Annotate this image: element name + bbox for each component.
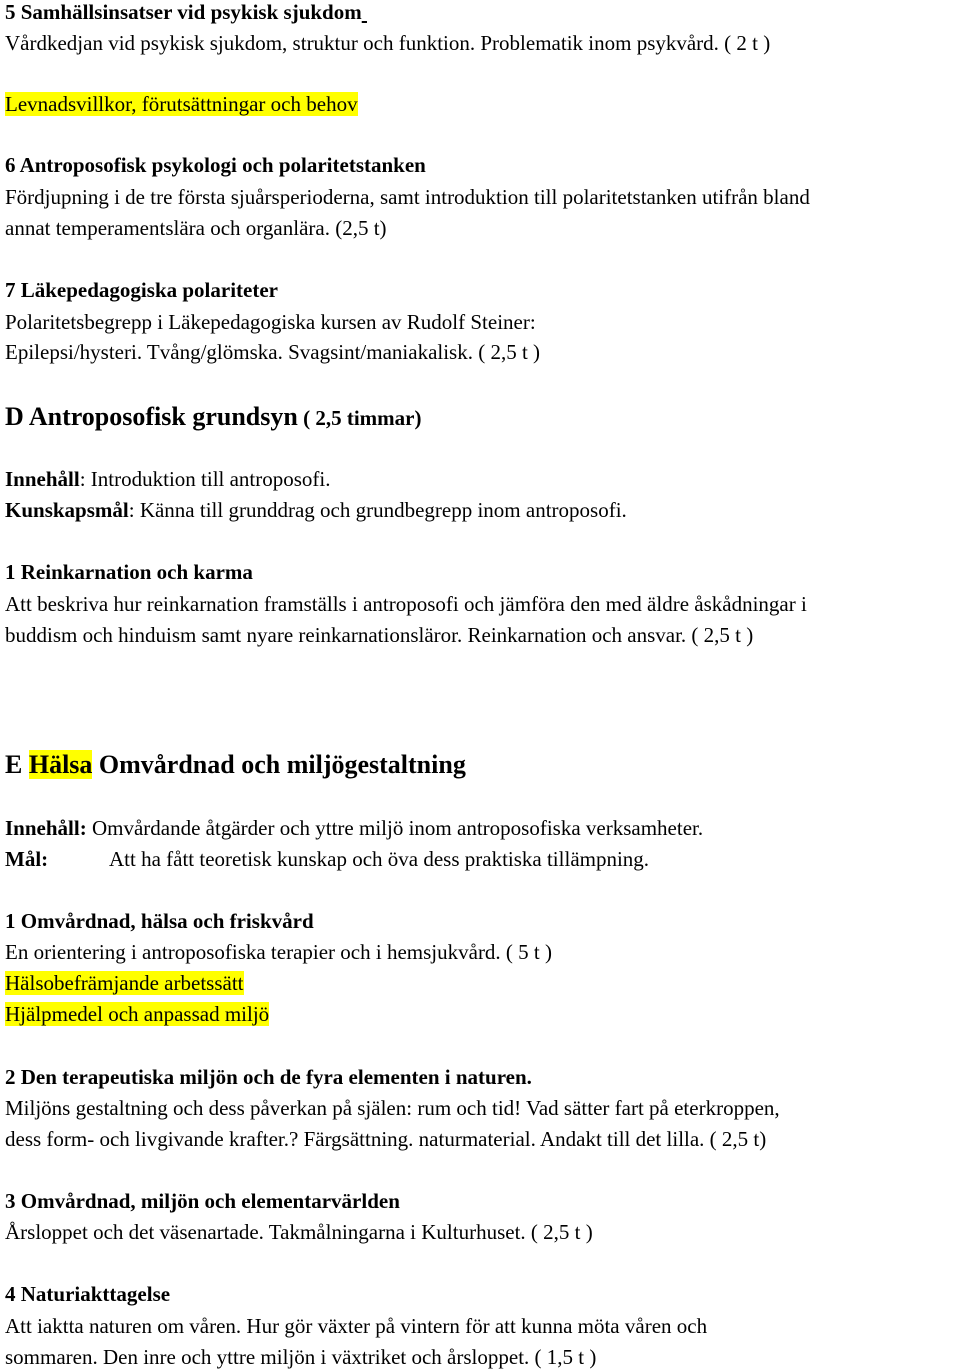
section-d1-line2: buddism och hinduism samt nyare reinkarnationsläror. Reinkarnation och ansvar. ( 2,5 t ) — [5, 623, 754, 647]
section-5-heading: 5 Samhällsinsatser vid psykisk sjukdom — [5, 0, 362, 24]
section-e2-line2: dess form- och livgivande krafter.? Färgsättning. naturmaterial. Andakt till det lilla. ( 2,5 t) — [5, 1127, 767, 1151]
section-e2-heading: 2 Den terapeutiska miljön och de fyra elementen i naturen. — [5, 1065, 532, 1089]
section-5-body: Vårdkedjan vid psykisk sjukdom, struktur och funktion. Problematik inom psykvård. ( 2 t ) — [5, 31, 771, 55]
section-d1-heading: 1 Reinkarnation och karma — [5, 560, 253, 584]
section-d-goal: Kunskapsmål: Känna till grunddrag och grundbegrepp inom antroposofi. — [5, 498, 627, 522]
section-7-line2: Epilepsi/hysteri. Tvång/glömska. Svagsint/maniakalisk. ( 2,5 t ) — [5, 340, 541, 364]
section-e1-heading: 1 Omvårdnad, hälsa och friskvård — [5, 909, 314, 933]
section-e-content: Innehåll: Omvårdande åtgärder och yttre miljö inom antroposofiska verksamheter. — [5, 816, 704, 840]
section-e2-line1: Miljöns gestaltning och dess påverkan på själen: rum och tid! Vad sätter fart på eterkroppen, — [5, 1096, 780, 1120]
section-d-content: Innehåll: Introduktion till antroposofi. — [5, 467, 331, 491]
section-6-line2: annat temperamentslära och organlära. (2,5 t) — [5, 216, 387, 240]
section-e3-line1: Årsloppet och det väsenartade. Takmålningarna i Kulturhuset. ( 2,5 t ) — [5, 1220, 593, 1244]
section-d1-line1: Att beskriva hur reinkarnation framställs i antroposofi och jämföra den med äldre åskådningar i — [5, 592, 807, 616]
section-e-title: E Hälsa Omvårdnad och miljögestaltning — [5, 750, 466, 779]
section-e3-heading: 3 Omvårdnad, miljön och elementarvärlden — [5, 1189, 400, 1213]
section-e1-line1: En orientering i antroposofiska terapier och i hemsjukvård. ( 5 t ) — [5, 940, 553, 964]
section-e4-line1: Att iaktta naturen om våren. Hur gör växter på vintern för att kunna möta våren och — [5, 1314, 708, 1338]
section-e1-highlight-2: Hjälpmedel och anpassad miljö — [5, 1002, 270, 1026]
section-5-highlight: Levnadsvillkor, förutsättningar och behov — [5, 92, 358, 116]
section-6-heading: 6 Antroposofisk psykologi och polaritetstanken — [5, 153, 426, 177]
section-6-line1: Fördjupning i de tre första sjuårsperioderna, samt introduktion till polaritetstanken utifrån bland — [5, 185, 810, 209]
section-d-title: D Antroposofisk grundsyn ( 2,5 timmar) — [5, 402, 422, 431]
section-7-heading: 7 Läkepedagogiska polariteter — [5, 278, 278, 302]
section-e1-highlight-1: Hälsobefrämjande arbetssätt — [5, 971, 244, 995]
section-e-goal: Mål: Att ha fått teoretisk kunskap och öva dess praktiska tillämpning. — [5, 847, 650, 871]
section-e4-heading: 4 Naturiakttagelse — [5, 1282, 171, 1306]
section-e4-line2: sommaren. Den inre och yttre miljön i växtriket och årsloppet. ( 1,5 t ) — [5, 1345, 597, 1369]
section-7-line1: Polaritetsbegrepp i Läkepedagogiska kursen av Rudolf Steiner: — [5, 310, 536, 334]
